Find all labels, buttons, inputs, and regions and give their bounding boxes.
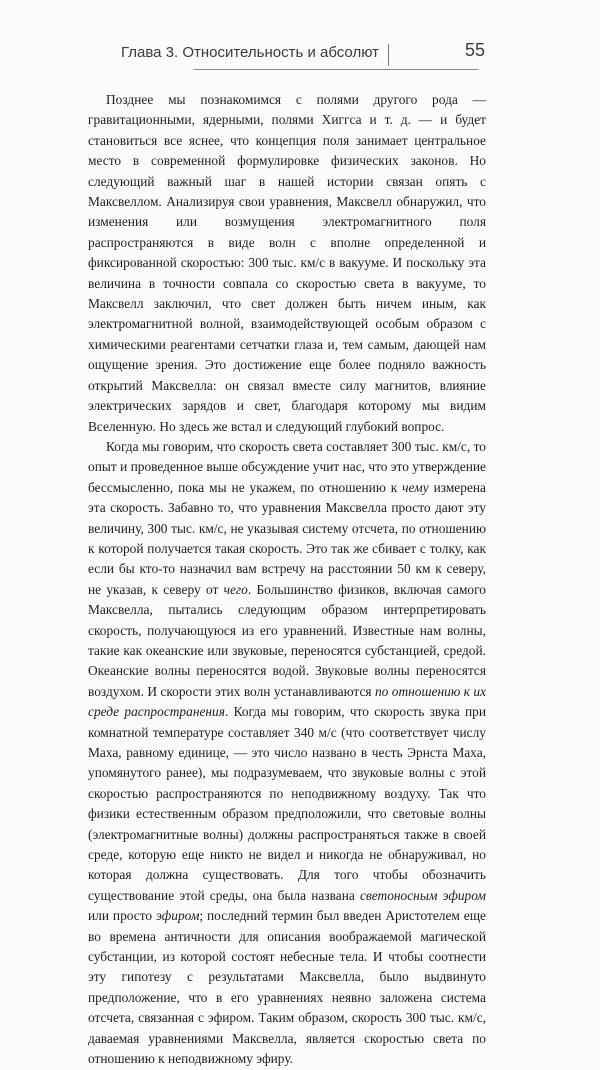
text-run: . Когда мы говорим, что скорость звука при комнатной температуре составляет 340 м/с (что соответствует числу Маха, равному единице, — это число названо в честь Эрнста Маха, упомянутого ранее), мы подразумеваем, что звуковые волны с этой скоростью распространяются по неподвижному воздуху. Так что физики естественным образом предположили, что световые волны (электромагнитные волны) должны распространяться также в своей среде, которую еще никто не видел и никогда не обнаруживал, но которая должна существовать. Для того чтобы обозначить существование этой среды, она была названа — [88, 704, 486, 903]
text-run: Позднее мы познакомимся с полями другого рода — гравитационными, ядерными, полями Хиггса и т. д. — и будет становиться все яснее, что концепция поля занимает центральное место в современной формулировке физических законов. Но следующий важный шаг в нашей истории связан опять с Максвеллом. Анализируя свои уравнения, Максвелл обнаружил, что изменения или возмущения электромагнитного поля распространяются в виде волн с вполне определенной и фиксированной скоростью: 300 тыс. км/с в вакууме. И поскольку эта величина в точности совпала со скоростью света в вакууме, то Максвелл заключил, что свет должен быть ничем иным, как электромагнитной волной, взаимодействующей особым образом с химическими реагентами сетчатки глаза и, тем самым, дающей нам ощущение зрения. Это достижение еще более подняло важность открытий Максвелла: он связал вместе силу магнитов, влияние электрических зарядов и свет, благодаря которому мы видим Вселенную. Но здесь же встал и следующий глубокий вопрос. — [88, 92, 486, 434]
page-number: 55 — [465, 40, 486, 60]
text-run: . Большинство физиков, включая самого Максвелла, пытались следующим образом интерпретировать скорость, получающуюся из его уравнений. Известные нам волны, такие как океанские или звуковые, переносятся субстанцией, средой. Океанские волны переносятся водой. Звуковые волны переносятся воздухом. И скорости этих волн устанавливаются — [88, 581, 486, 699]
text-run: измерена эта скорость. Забавно то, что уравнения Максвелла просто дают эту величину, 300 тыс. км/с, не указывая систему отсчета, по отношению к которой получается такая скорость. Это так же сбивает с толку, как если бы кто-то назначил вам встречу на расстоянии 50 км к северу, не указав, к северу от — [88, 479, 486, 597]
running-header — [0, 40, 600, 70]
italic-run: чему — [402, 479, 429, 495]
italic-run: чего — [223, 581, 248, 597]
italic-run: светоносным эфиром — [360, 887, 486, 903]
text-run: Когда мы говорим, что скорость света составляет 300 тыс. км/с, то опыт и проведенное выше обсуждение учит нас, что это утверждение бессмысленно, пока мы не укажем, по отношению к — [88, 438, 486, 495]
text-run: ; последний термин был введен Аристотелем еще во времена античности для описания воображаемой магической субстанции, из которой состоят небесные тела. И чтобы соотнести эту гипотезу с результатами Максвелла, было выдвинуто предположение, что в его уравнениях неявно заложена система отсчета, связанная с эфиром. Таким образом, скорость 300 тыс. км/с, даваемая уравнениями Максвелла, является скоростью света по отношению к неподвижному эфиру. — [88, 908, 486, 1067]
italic-run: по отношению к их среде распространения — [88, 683, 486, 720]
body-text — [88, 90, 486, 1070]
paragraph-2 — [88, 437, 486, 1070]
header-divider — [388, 44, 389, 66]
text-run: или просто — [88, 908, 157, 924]
paragraph-1 — [88, 90, 486, 437]
chapter-title: Глава 3. Относительность и абсолют — [120, 44, 379, 61]
italic-run: эфиром — [156, 908, 200, 924]
header-rule — [194, 69, 478, 70]
